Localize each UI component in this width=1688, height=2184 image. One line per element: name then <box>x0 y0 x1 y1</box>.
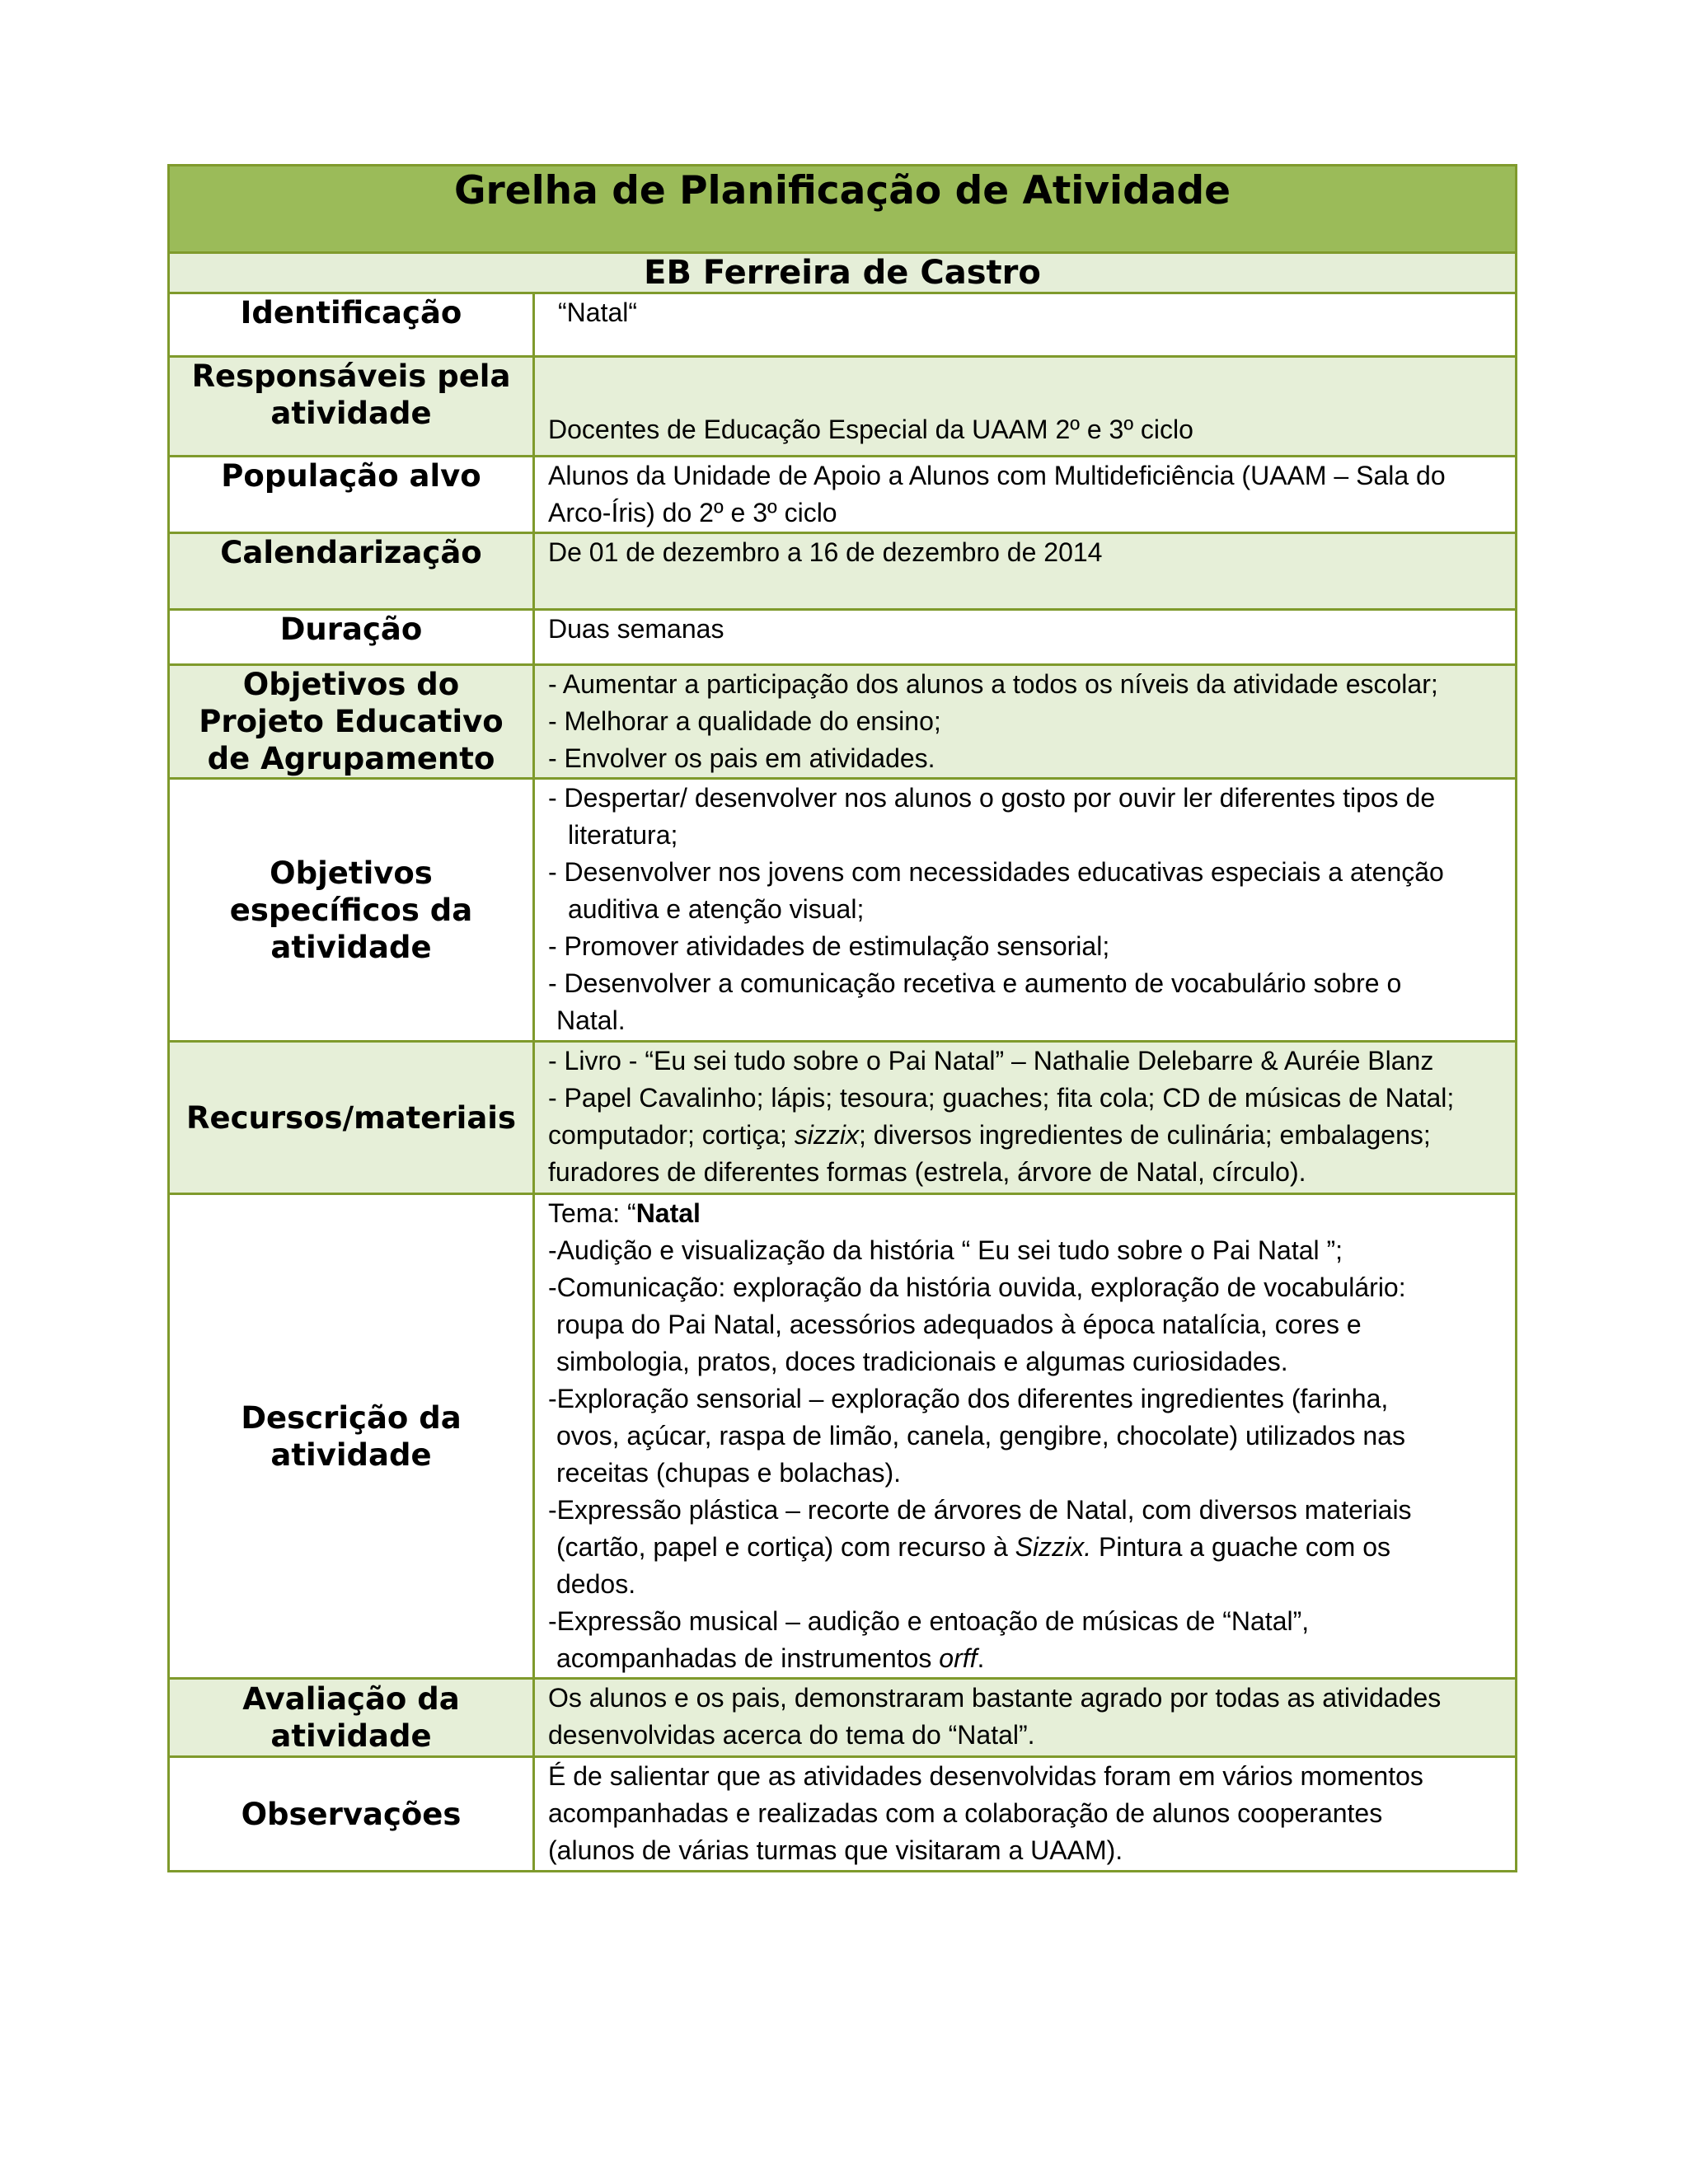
value-descricao <box>534 1194 1517 1679</box>
label-observacoes: Observações <box>169 1757 534 1872</box>
italic-text: Sizzix. <box>1015 1532 1092 1562</box>
text-line: - Livro - “Eu sei tudo sobre o Pai Natal” – Nathalie Delebarre & Auréie Blanz <box>548 1046 1434 1076</box>
text-line: ovos, açúcar, raspa de limão, canela, gengibre, chocolate) utilizados nas <box>556 1421 1405 1451</box>
school-name: EB Ferreira de Castro <box>169 253 1517 293</box>
text-line: Os alunos e os pais, demonstraram bastante agrado por todas as atividades <box>548 1683 1442 1713</box>
planning-grid <box>167 164 1517 1872</box>
text-span: computador; cortiça; <box>548 1120 795 1150</box>
label-line: específicos da <box>229 892 473 928</box>
text-span: Pintura a guache com os <box>1091 1532 1390 1562</box>
label-line: Objetivos do <box>242 667 460 702</box>
label-line: atividade <box>270 1718 432 1754</box>
title-row <box>169 166 1517 253</box>
text-line: - Despertar/ desenvolver nos alunos o gosto por ouvir ler diferentes tipos de <box>548 783 1436 813</box>
text-span: acompanhadas de instrumentos <box>556 1643 940 1673</box>
text-line <box>548 1640 1503 1677</box>
row-objetivos-projeto <box>169 665 1517 779</box>
label-recursos: Recursos/materiais <box>169 1042 534 1194</box>
text-line: acompanhadas e realizadas com a colaboração de alunos cooperantes <box>548 1798 1383 1828</box>
school-row <box>169 253 1517 293</box>
text-line: -Audição e visualização da história “ Eu sei tudo sobre o Pai Natal ”; <box>548 1235 1343 1265</box>
text-line: Alunos da Unidade de Apoio a Alunos com Multideficiência (UAAM – Sala do <box>548 461 1446 490</box>
value-observacoes <box>534 1757 1517 1872</box>
value-duracao: Duas semanas <box>534 610 1517 665</box>
label-identificacao: Identificação <box>169 293 534 357</box>
text-line: Natal. <box>556 1005 626 1035</box>
text-line: desenvolvidas acerca do tema do “Natal”. <box>548 1720 1035 1750</box>
row-duracao <box>169 610 1517 665</box>
italic-text: orff <box>939 1643 978 1673</box>
text-line: -Expressão plástica – recorte de árvores de Natal, com diversos materiais <box>548 1495 1412 1525</box>
label-populacao: População alvo <box>169 457 534 533</box>
italic-text: sizzix <box>794 1120 860 1150</box>
label-line: de Agrupamento <box>207 741 495 776</box>
text-line <box>548 1117 1503 1154</box>
text-line: Arco-Íris) do 2º e 3º ciclo <box>548 498 837 527</box>
value-recursos <box>534 1042 1517 1194</box>
label-line: Responsáveis pela <box>191 359 511 394</box>
row-responsaveis <box>169 357 1517 457</box>
text-line: - Melhorar a qualidade do ensino; <box>548 706 941 736</box>
bold-text: Natal <box>635 1198 701 1228</box>
value-responsaveis: Docentes de Educação Especial da UAAM 2º e 3º ciclo <box>534 357 1517 457</box>
label-line: Projeto Educativo <box>199 704 504 739</box>
text-line: -Expressão musical – audição e entoação de músicas de “Natal”, <box>548 1606 1310 1636</box>
label-objetivos-projeto <box>169 665 534 779</box>
text-line: -Exploração sensorial – exploração dos diferentes ingredientes (farinha, <box>548 1384 1389 1413</box>
row-identificacao <box>169 293 1517 357</box>
value-avaliacao <box>534 1679 1517 1757</box>
row-objetivos-especificos <box>169 779 1517 1042</box>
text-line: literatura; <box>568 820 678 850</box>
value-calendarizacao: De 01 de dezembro a 16 de dezembro de 2014 <box>534 533 1517 610</box>
value-objetivos-especificos <box>534 779 1517 1042</box>
text-line: simbologia, pratos, doces tradicionais e algumas curiosidades. <box>556 1347 1288 1376</box>
text-line: receitas (chupas e bolachas). <box>556 1458 901 1488</box>
label-line: atividade <box>270 1436 432 1473</box>
row-descricao <box>169 1194 1517 1679</box>
label-duracao: Duração <box>169 610 534 665</box>
row-recursos <box>169 1042 1517 1194</box>
text-line: - Promover atividades de estimulação sensorial; <box>548 931 1110 961</box>
text-line: dedos. <box>556 1569 636 1599</box>
text-line: auditiva e atenção visual; <box>568 894 865 924</box>
row-observacoes <box>169 1757 1517 1872</box>
label-calendarizacao: Calendarização <box>169 533 534 610</box>
text-line: roupa do Pai Natal, acessórios adequados à época natalícia, cores e <box>556 1310 1362 1339</box>
row-avaliacao <box>169 1679 1517 1757</box>
text-line: - Aumentar a participação dos alunos a todos os níveis da atividade escolar; <box>548 669 1438 699</box>
text-line <box>548 1529 1503 1566</box>
label-avaliacao <box>169 1679 534 1757</box>
document-title: Grelha de Planificação de Atividade <box>169 166 1517 253</box>
text-line: -Comunicação: exploração da história ouvida, exploração de vocabulário: <box>548 1272 1406 1302</box>
text-line: (alunos de várias turmas que visitaram a UAAM). <box>548 1835 1123 1865</box>
label-line: Objetivos <box>270 855 433 891</box>
text-line: - Desenvolver a comunicação recetiva e aumento de vocabulário sobre o <box>548 968 1402 998</box>
value-populacao <box>534 457 1517 533</box>
text-span: . <box>977 1643 985 1673</box>
text-span: (cartão, papel e cortiça) com recurso à <box>556 1532 1015 1562</box>
text-line: É de salientar que as atividades desenvolvidas foram em vários momentos <box>548 1761 1423 1791</box>
label-descricao <box>169 1194 534 1679</box>
text-span: ; diversos ingredientes de culinária; embalagens; <box>859 1120 1431 1150</box>
label-line: atividade <box>270 929 432 965</box>
value-objetivos-projeto <box>534 665 1517 779</box>
label-line: atividade <box>270 396 432 431</box>
row-populacao <box>169 457 1517 533</box>
label-line: Descrição da <box>241 1399 462 1436</box>
row-calendarizacao <box>169 533 1517 610</box>
text-span: Tema: “ <box>548 1198 636 1228</box>
value-identificacao: “Natal“ <box>534 293 1517 357</box>
label-line: Avaliação da <box>242 1681 460 1717</box>
text-line: - Papel Cavalinho; lápis; tesoura; guaches; fita cola; CD de músicas de Natal; <box>548 1083 1455 1113</box>
text-line: furadores de diferentes formas (estrela, árvore de Natal, círculo). <box>548 1157 1306 1187</box>
label-objetivos-especificos <box>169 779 534 1042</box>
text-line: - Desenvolver nos jovens com necessidades educativas especiais a atenção <box>548 857 1444 887</box>
text-line <box>548 1195 1503 1232</box>
text-line: - Envolver os pais em atividades. <box>548 743 935 773</box>
label-responsaveis <box>169 357 534 457</box>
